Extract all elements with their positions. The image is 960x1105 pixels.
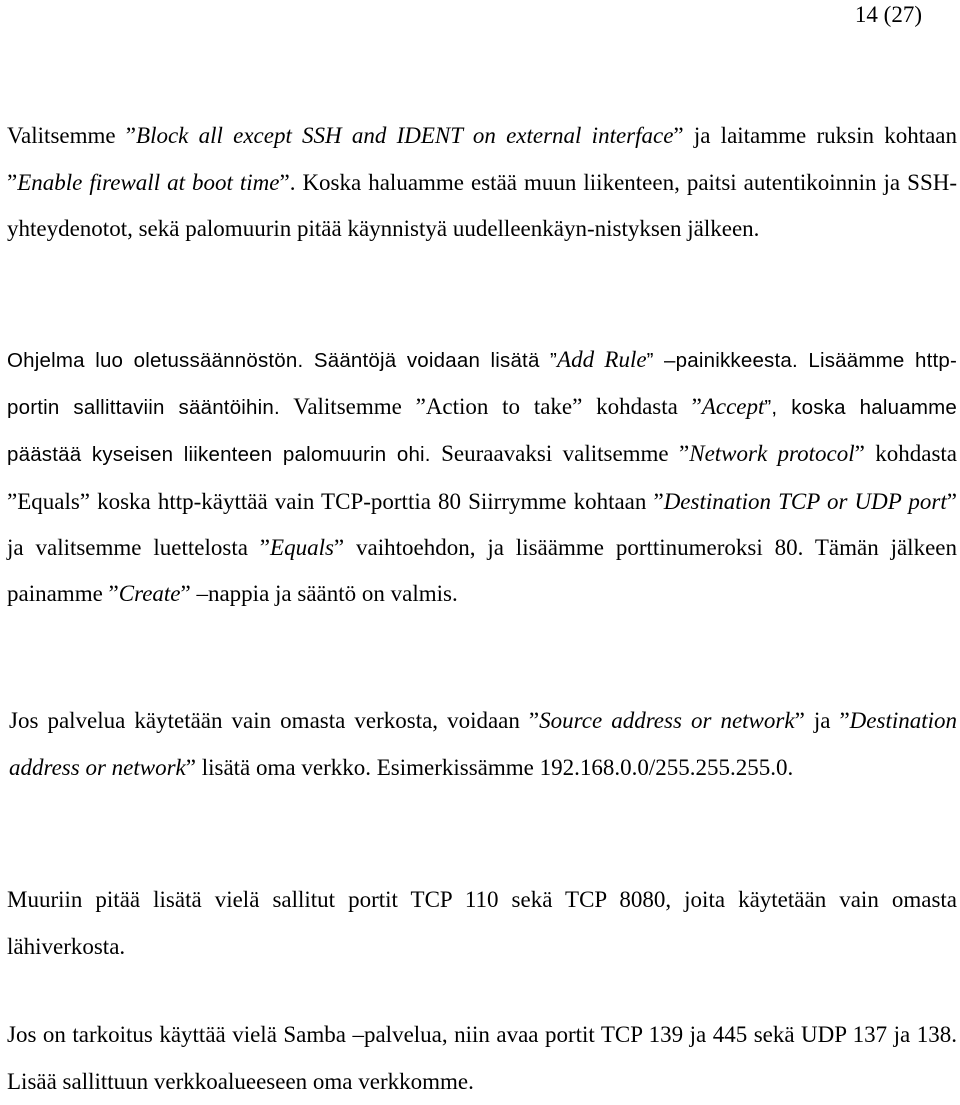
option-name: Network protocol (689, 441, 855, 467)
text-run: Jos palvelua käytetään vain omasta verkosta, voidaan ” (9, 708, 540, 733)
text-run: ” lisätä oma verkko. Esimerkissämme 192.168.0.0/255.255.255.0. (185, 754, 794, 780)
paragraph-allowed-ports: Muuriin pitää lisätä vielä sallitut portit TCP 110 sekä TCP 8080, joita käytetään vain omasta lähiverkosta. (7, 887, 957, 959)
text-run: ”, koska haluamme päästää kyseisen liikenteen palomuurin ohi. (7, 396, 957, 467)
paragraph-firewall-setup (7, 113, 957, 253)
paragraph-source-network (9, 698, 957, 791)
text-run: Valitsemme ”Action to take” kohdasta ” (279, 394, 702, 420)
paragraph-samba: Jos on tarkoitus käyttää vielä Samba –palvelua, niin avaa portit TCP 139 ja 445 sekä UDP 137 ja 138. Lisää sallittuun verkkoalueeseen oma verkkomme. (7, 1022, 957, 1094)
option-name: Source address or network (539, 708, 795, 733)
option-name: Block all except SSH and IDENT on external interface (136, 123, 674, 148)
text-run: Valitsemme ” (7, 123, 137, 148)
option-name: Destination address or network (9, 708, 958, 780)
option-name: Equals (270, 534, 334, 560)
option-name: Accept (701, 394, 765, 420)
text-run: Seuraavaksi valitsemme ” (430, 441, 690, 467)
button-name: Add Rule (557, 347, 647, 372)
text-run: ” kohdasta ”Equals” koska http-käyttää vain TCP-porttia 80 Siirrymme kohtaan ” (7, 441, 958, 514)
text-run: ” –painikkeesta. Lisäämme http-portin sallittaviin sääntöihin. (7, 349, 957, 420)
option-name: Enable firewall at boot time (17, 169, 280, 195)
option-name: Destination TCP or UDP port (663, 488, 947, 514)
page-number: 14 (27) (854, 2, 922, 27)
text-run: ” vaihtoehdon, ja lisäämme porttinumeroksi 80. Tämän jälkeen painamme ” (7, 534, 957, 607)
button-name: Create (118, 581, 181, 607)
paragraph-rules (7, 337, 957, 617)
text-run: Ohjelma luo oletussäännöstön. Sääntöjä voidaan lisätä ” (7, 349, 558, 372)
text-run: ” –nappia ja sääntö on valmis. (180, 581, 458, 607)
text-run: ” ja ” (794, 708, 850, 733)
text-run: ”. Koska haluamme estää muun liikenteen, paitsi autentikoinnin ja SSH-yhteydenotot, sekä palomuurin pitää käynnistyä uudelleenkäyn-nistyksen jälkeen. (7, 169, 958, 241)
text-run: ” ja laitamme ruksin kohtaan ” (7, 123, 958, 195)
text-run: ” ja valitsemme luettelosta ” (7, 488, 957, 560)
